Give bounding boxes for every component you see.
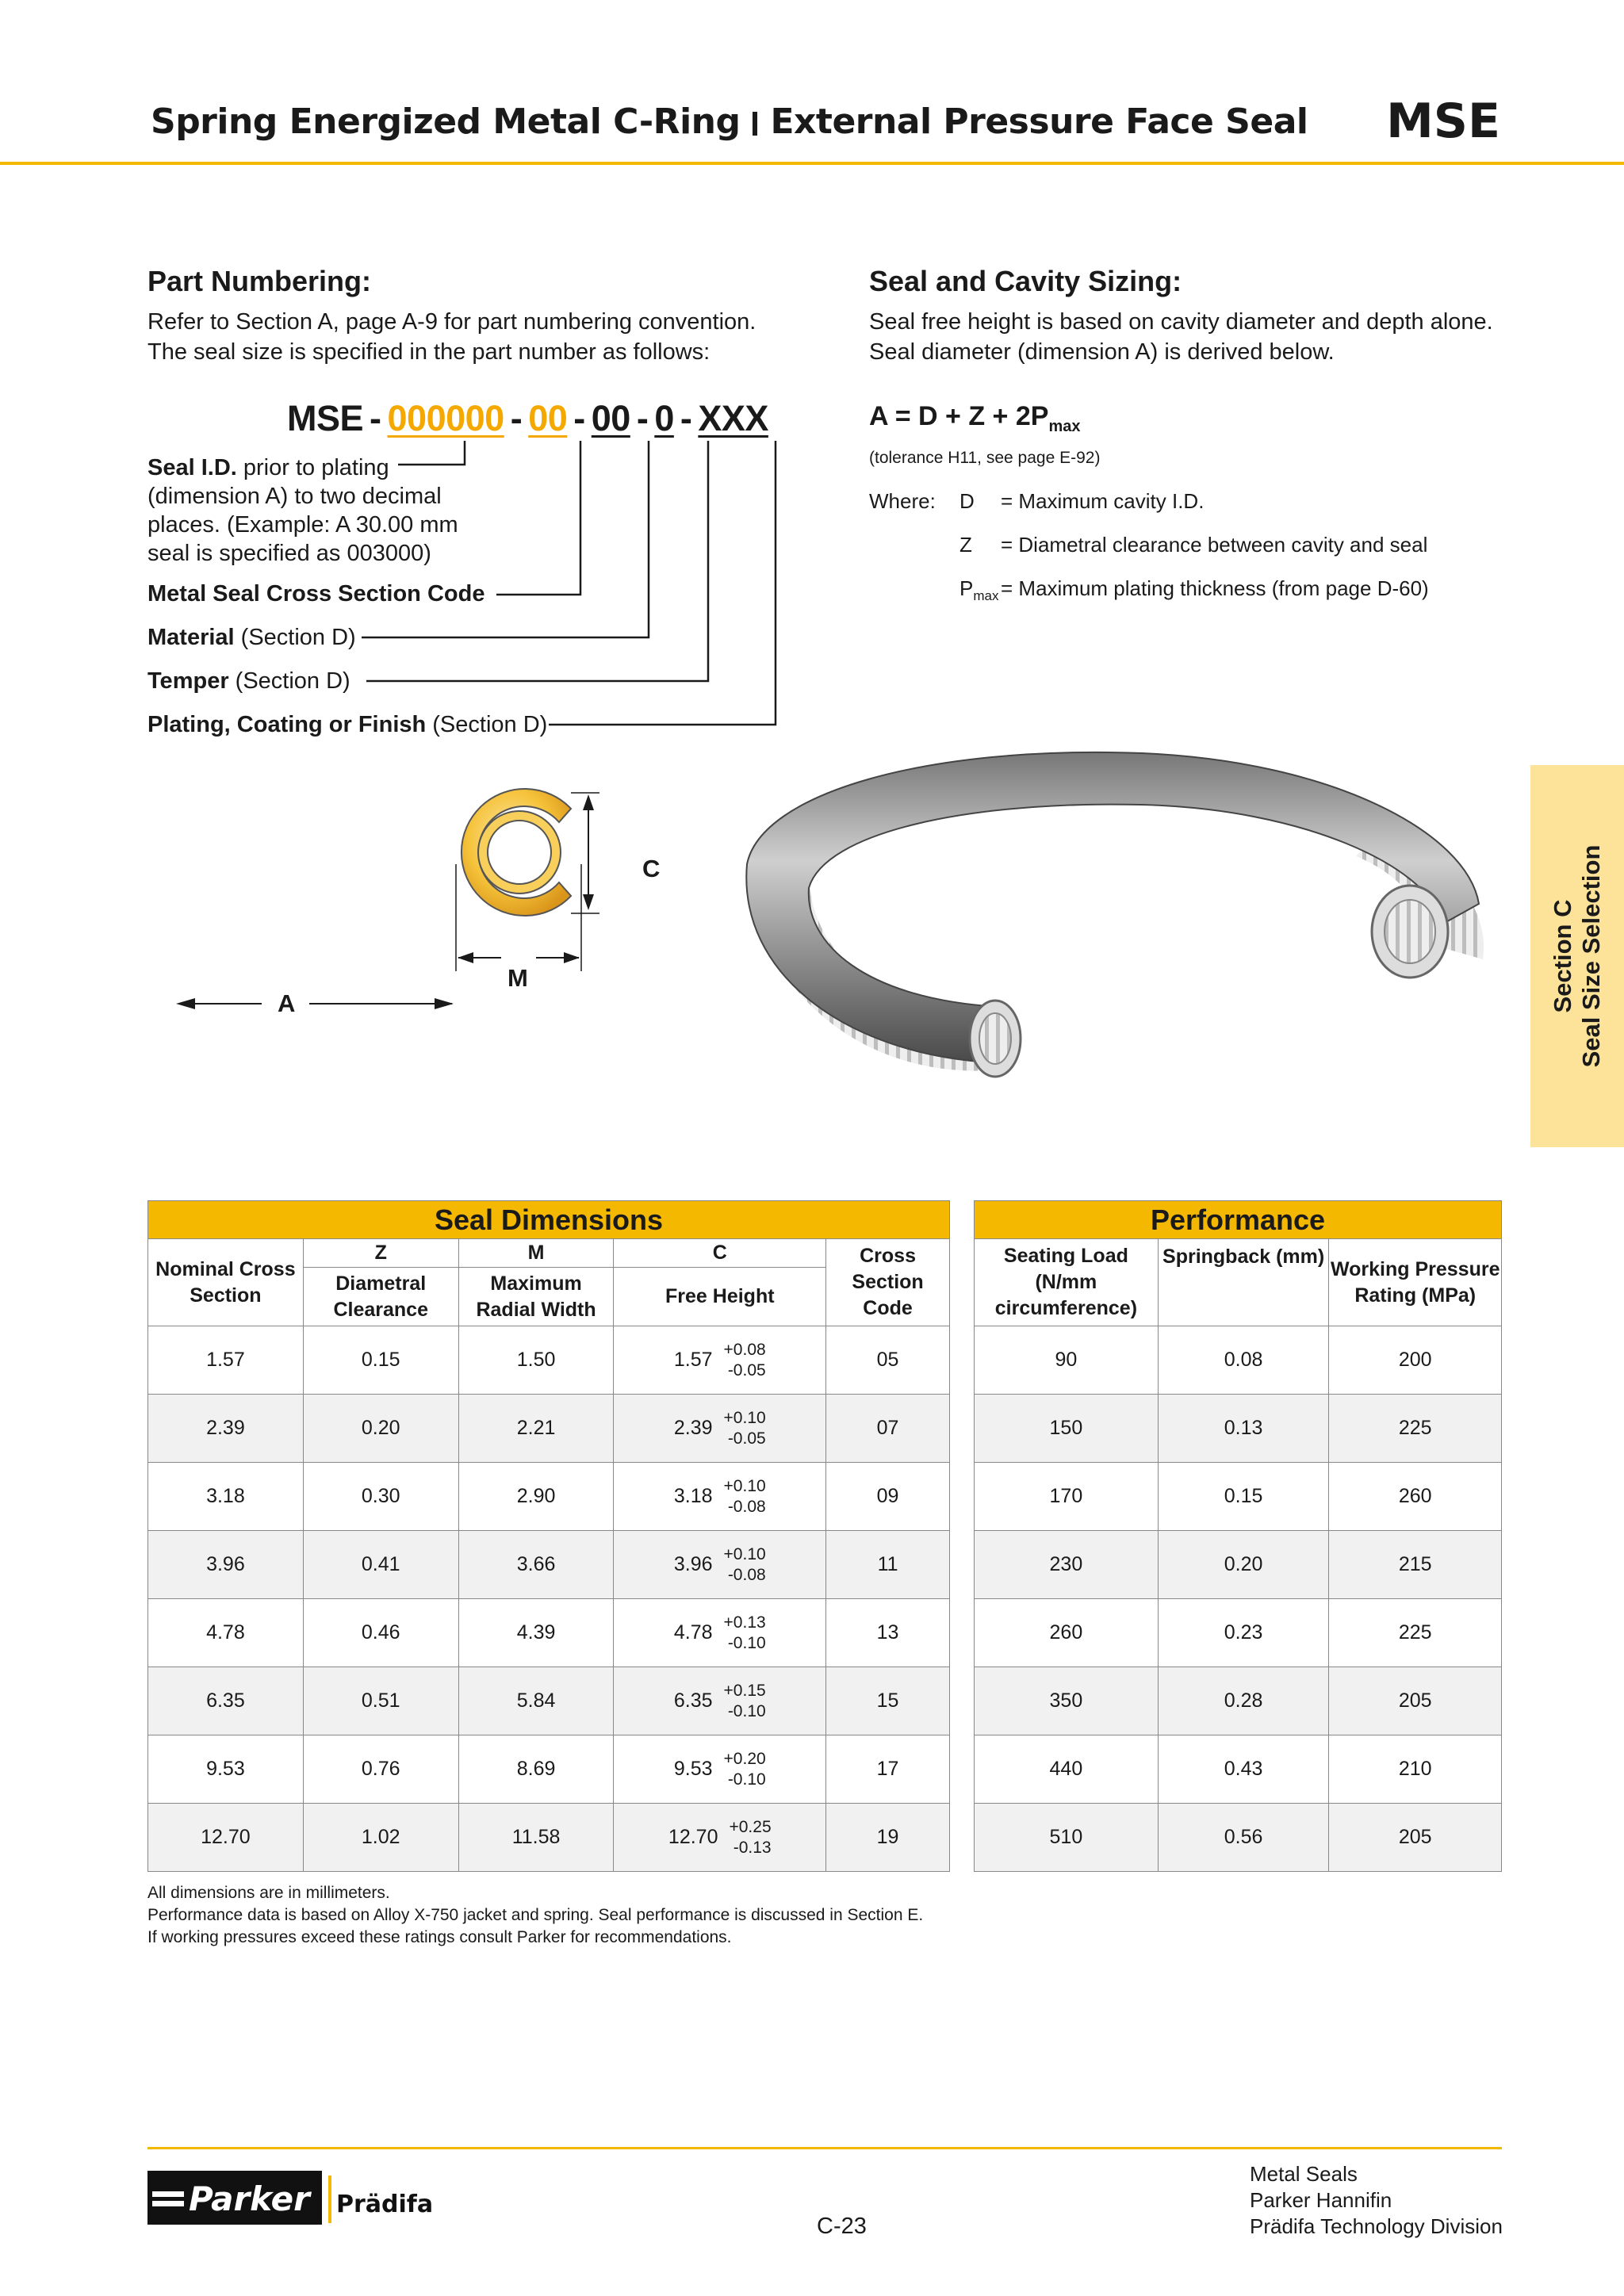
cell-code: 17 bbox=[826, 1735, 950, 1804]
pradifa-logo-text: Prädifa bbox=[336, 2191, 434, 2218]
cell-code: 15 bbox=[826, 1667, 950, 1735]
cell-springback: 0.08 bbox=[1158, 1326, 1329, 1395]
formula-sub: max bbox=[1048, 417, 1081, 435]
parker-logo-text: Parker bbox=[189, 2179, 310, 2218]
cell-working-pressure: 205 bbox=[1329, 1667, 1502, 1735]
seal-id-line2: (dimension A) to two decimal bbox=[147, 484, 442, 509]
logo-divider bbox=[328, 2175, 331, 2223]
tol-minus: -0.08 bbox=[727, 1565, 766, 1584]
pn-dash: - bbox=[370, 398, 381, 438]
performance-table bbox=[974, 1200, 1502, 1872]
cell-c-tolerance bbox=[729, 1817, 771, 1858]
cell-springback: 0.15 bbox=[1158, 1463, 1329, 1531]
cell-z: 1.02 bbox=[303, 1804, 458, 1872]
sizing-formula bbox=[869, 401, 1080, 436]
cell-m: 3.66 bbox=[458, 1531, 614, 1599]
cell-c bbox=[614, 1667, 826, 1735]
tol-plus: +0.20 bbox=[723, 1749, 766, 1768]
part-numbering-line1: Refer to Section A, page A-9 for part numbering convention. bbox=[147, 309, 756, 335]
cell-m: 11.58 bbox=[458, 1804, 614, 1872]
label-a: A bbox=[278, 989, 296, 1017]
cell-z: 0.51 bbox=[303, 1667, 458, 1735]
c-arrow-bottom bbox=[583, 894, 594, 910]
footer-division bbox=[1250, 2161, 1503, 2240]
cell-springback: 0.56 bbox=[1158, 1804, 1329, 1872]
p-sym: P bbox=[959, 576, 974, 600]
c-ring-spring-fill bbox=[483, 816, 556, 889]
table-row bbox=[975, 1531, 1502, 1599]
cell-c-value: 2.39 bbox=[673, 1417, 713, 1439]
section-tab-line1: Section C bbox=[1549, 899, 1576, 1013]
cell-c-value: 6.35 bbox=[673, 1689, 713, 1712]
cell-seating-load: 510 bbox=[975, 1804, 1159, 1872]
formula-main: A = D + Z + 2P bbox=[869, 401, 1049, 431]
sizing-heading: Seal and Cavity Sizing: bbox=[869, 265, 1182, 297]
part-numbering-line2: The seal size is specified in the part number as follows: bbox=[147, 339, 710, 365]
tol-minus: -0.10 bbox=[727, 1701, 766, 1720]
seal-id-line3: places. (Example: A 30.00 mm bbox=[147, 512, 458, 538]
m-arrow-right bbox=[564, 952, 580, 963]
pn-dash: - bbox=[636, 398, 649, 438]
leader-material bbox=[362, 441, 649, 637]
tol-plus: +0.10 bbox=[723, 1408, 766, 1427]
cell-c-tolerance bbox=[724, 1681, 766, 1722]
cell-c bbox=[614, 1599, 826, 1667]
part-numbering-heading: Part Numbering: bbox=[147, 265, 372, 297]
ring-jacket bbox=[746, 752, 1479, 1062]
leader-plating bbox=[549, 441, 776, 725]
cell-c bbox=[614, 1326, 826, 1395]
plating-rest: (Section D) bbox=[426, 712, 548, 737]
pn-cross-section: 00 bbox=[528, 398, 568, 438]
cell-c-tolerance bbox=[724, 1408, 766, 1449]
tol-minus: -0.08 bbox=[727, 1497, 766, 1516]
table-row bbox=[148, 1599, 950, 1667]
sizing-line2: Seal diameter (dimension A) is derived below. bbox=[869, 339, 1335, 365]
z-symbol: Z bbox=[959, 533, 972, 557]
cell-c-value: 1.57 bbox=[673, 1349, 713, 1371]
table-row bbox=[148, 1804, 950, 1872]
cell-c-tolerance bbox=[724, 1749, 766, 1790]
a-arrow-right bbox=[435, 998, 454, 1009]
p-sub: max bbox=[973, 588, 999, 604]
tol-minus: -0.05 bbox=[727, 1360, 766, 1380]
leader-cross-section bbox=[496, 441, 580, 595]
m-arrow-left bbox=[458, 952, 473, 963]
cell-z: 0.76 bbox=[303, 1735, 458, 1804]
temper-rest: (Section D) bbox=[228, 668, 350, 694]
pn-prefix: MSE bbox=[287, 398, 364, 438]
cell-working-pressure: 200 bbox=[1329, 1326, 1502, 1395]
cell-seating-load: 260 bbox=[975, 1599, 1159, 1667]
sizing-text bbox=[869, 307, 1493, 367]
cell-m: 2.90 bbox=[458, 1463, 614, 1531]
cell-code: 05 bbox=[826, 1326, 950, 1395]
cell-nominal: 1.57 bbox=[148, 1326, 304, 1395]
tol-plus: +0.10 bbox=[723, 1544, 766, 1563]
col-springback: Springback (mm) bbox=[1158, 1239, 1329, 1326]
cell-nominal: 9.53 bbox=[148, 1735, 304, 1804]
cell-m: 4.39 bbox=[458, 1599, 614, 1667]
cell-springback: 0.43 bbox=[1158, 1735, 1329, 1804]
cell-c bbox=[614, 1735, 826, 1804]
table-row bbox=[975, 1735, 1502, 1804]
cell-working-pressure: 225 bbox=[1329, 1599, 1502, 1667]
col-z: Z bbox=[303, 1239, 458, 1268]
cell-nominal: 3.96 bbox=[148, 1531, 304, 1599]
table-notes bbox=[147, 1882, 923, 1949]
p-definition: = Maximum plating thickness (from page D-60) bbox=[1001, 576, 1429, 600]
cell-nominal: 2.39 bbox=[148, 1395, 304, 1463]
cell-working-pressure: 215 bbox=[1329, 1531, 1502, 1599]
cell-z: 0.30 bbox=[303, 1463, 458, 1531]
footer-line2: Parker Hannifin bbox=[1250, 2188, 1392, 2212]
cell-code: 13 bbox=[826, 1599, 950, 1667]
seal-id-bold: Seal I.D. bbox=[147, 455, 237, 480]
col-code: Cross Section Code bbox=[826, 1239, 950, 1326]
label-m: M bbox=[508, 964, 528, 992]
cell-seating-load: 440 bbox=[975, 1735, 1159, 1804]
col-c-sub: Free Height bbox=[614, 1268, 826, 1326]
cell-nominal: 12.70 bbox=[148, 1804, 304, 1872]
cell-z: 0.41 bbox=[303, 1531, 458, 1599]
cell-m: 8.69 bbox=[458, 1735, 614, 1804]
col-m: M bbox=[458, 1239, 614, 1268]
temper-bold: Temper bbox=[147, 668, 229, 694]
cell-z: 0.20 bbox=[303, 1395, 458, 1463]
d-symbol: D bbox=[959, 489, 975, 513]
cell-c-value: 3.96 bbox=[673, 1553, 713, 1575]
seal-id-line4: seal is specified as 003000) bbox=[147, 541, 431, 566]
cross-section-bold: Metal Seal Cross Section Code bbox=[147, 581, 485, 607]
cell-c-tolerance bbox=[724, 1613, 766, 1654]
table-row bbox=[975, 1463, 1502, 1531]
pn-plating: XXX bbox=[698, 398, 768, 438]
ring-end-left-coil bbox=[979, 1013, 1011, 1064]
pn-dash: - bbox=[573, 398, 585, 438]
title-left: Spring Energized Metal C-Ring bbox=[151, 101, 741, 142]
parker-logo-stripe-1 bbox=[152, 2191, 184, 2197]
c-arrow-top bbox=[583, 794, 594, 810]
pn-temper: 0 bbox=[654, 398, 674, 438]
cell-nominal: 4.78 bbox=[148, 1599, 304, 1667]
table-row bbox=[148, 1735, 950, 1804]
pn-material: 00 bbox=[591, 398, 630, 438]
cell-z: 0.15 bbox=[303, 1326, 458, 1395]
col-working-pressure: Working Pressure Rating (MPa) bbox=[1329, 1239, 1502, 1326]
cross-section-diagram bbox=[159, 777, 698, 1031]
performance-title: Performance bbox=[975, 1201, 1502, 1239]
cell-working-pressure: 225 bbox=[1329, 1395, 1502, 1463]
where-label: Where: bbox=[869, 489, 936, 513]
note-1: All dimensions are in millimeters. bbox=[147, 1884, 390, 1902]
cell-code: 11 bbox=[826, 1531, 950, 1599]
cell-c-value: 12.70 bbox=[668, 1826, 718, 1848]
parker-logo-stripe-2 bbox=[152, 2201, 184, 2206]
tol-minus: -0.05 bbox=[727, 1429, 766, 1448]
cell-springback: 0.28 bbox=[1158, 1667, 1329, 1735]
note-3: If working pressures exceed these ratings consult Parker for recommendations. bbox=[147, 1928, 732, 1946]
note-2: Performance data is based on Alloy X-750 jacket and spring. Seal performance is discussed in Section E. bbox=[147, 1906, 924, 1924]
cell-c-tolerance bbox=[724, 1340, 766, 1381]
cell-springback: 0.13 bbox=[1158, 1395, 1329, 1463]
cell-seating-load: 350 bbox=[975, 1667, 1159, 1735]
pn-dash: - bbox=[510, 398, 523, 438]
page-number: C-23 bbox=[817, 2214, 867, 2239]
tol-plus: +0.13 bbox=[723, 1613, 766, 1632]
tol-minus: -0.10 bbox=[727, 1633, 766, 1652]
cell-working-pressure: 260 bbox=[1329, 1463, 1502, 1531]
cell-c-value: 9.53 bbox=[673, 1758, 713, 1780]
table-row bbox=[148, 1326, 950, 1395]
cell-c bbox=[614, 1804, 826, 1872]
cell-m: 2.21 bbox=[458, 1395, 614, 1463]
seal-dimensions-table bbox=[147, 1200, 950, 1872]
part-number-leader-lines bbox=[0, 0, 841, 745]
table-row bbox=[148, 1667, 950, 1735]
cell-working-pressure: 205 bbox=[1329, 1804, 1502, 1872]
section-tab bbox=[1530, 765, 1624, 1147]
plating-bold: Plating, Coating or Finish bbox=[147, 712, 427, 737]
cell-seating-load: 170 bbox=[975, 1463, 1159, 1531]
cell-c-tolerance bbox=[724, 1544, 766, 1586]
cell-seating-load: 230 bbox=[975, 1531, 1159, 1599]
col-seating-load: Seating Load (N/mm circumference) bbox=[975, 1239, 1159, 1326]
parker-pradifa-logo bbox=[147, 2164, 434, 2231]
footer-line1: Metal Seals bbox=[1250, 2162, 1358, 2186]
cell-z: 0.46 bbox=[303, 1599, 458, 1667]
cell-c-value: 3.18 bbox=[673, 1485, 713, 1507]
tol-plus: +0.08 bbox=[723, 1340, 766, 1359]
section-tab-text bbox=[1549, 845, 1606, 1068]
label-c: C bbox=[642, 855, 661, 882]
cell-springback: 0.23 bbox=[1158, 1599, 1329, 1667]
tol-plus: +0.15 bbox=[723, 1681, 766, 1700]
cell-c bbox=[614, 1395, 826, 1463]
footer-rule bbox=[147, 2147, 1502, 2149]
cell-working-pressure: 210 bbox=[1329, 1735, 1502, 1804]
material-bold: Material bbox=[147, 625, 235, 650]
cell-c bbox=[614, 1531, 826, 1599]
cell-code: 09 bbox=[826, 1463, 950, 1531]
table-row bbox=[148, 1395, 950, 1463]
seal-ring-illustration bbox=[730, 745, 1507, 1094]
cell-nominal: 6.35 bbox=[148, 1667, 304, 1735]
cell-seating-load: 150 bbox=[975, 1395, 1159, 1463]
seal-id-rest: prior to plating bbox=[236, 455, 389, 480]
title-right: External Pressure Face Seal bbox=[770, 101, 1308, 142]
sizing-line1: Seal free height is based on cavity diameter and depth alone. bbox=[869, 309, 1493, 335]
col-c: C bbox=[614, 1239, 826, 1268]
pn-dash: - bbox=[680, 398, 692, 438]
footer-line3: Prädifa Technology Division bbox=[1250, 2214, 1503, 2238]
tol-plus: +0.25 bbox=[729, 1817, 772, 1836]
col-m-sub: Maximum Radial Width bbox=[458, 1268, 614, 1326]
table-row bbox=[975, 1804, 1502, 1872]
tol-minus: -0.13 bbox=[733, 1838, 772, 1857]
cell-code: 19 bbox=[826, 1804, 950, 1872]
tol-minus: -0.10 bbox=[727, 1770, 766, 1789]
table-row bbox=[975, 1599, 1502, 1667]
cell-code: 07 bbox=[826, 1395, 950, 1463]
material-rest: (Section D) bbox=[234, 625, 356, 650]
leader-temper bbox=[366, 441, 708, 681]
p-symbol bbox=[959, 576, 998, 604]
pn-seal-id: 000000 bbox=[387, 398, 504, 438]
col-nominal: Nominal Cross Section bbox=[148, 1239, 304, 1326]
cell-c bbox=[614, 1463, 826, 1531]
col-z-sub: Diametral Clearance bbox=[303, 1268, 458, 1326]
cell-c-value: 4.78 bbox=[673, 1621, 713, 1644]
cell-c-tolerance bbox=[724, 1476, 766, 1517]
cell-m: 1.50 bbox=[458, 1326, 614, 1395]
seal-dimensions-title: Seal Dimensions bbox=[148, 1201, 950, 1239]
table-row bbox=[975, 1395, 1502, 1463]
leader-seal-id bbox=[398, 441, 465, 465]
table-row bbox=[148, 1531, 950, 1599]
table-row bbox=[975, 1667, 1502, 1735]
section-tab-line2: Seal Size Selection bbox=[1577, 844, 1605, 1068]
cell-m: 5.84 bbox=[458, 1667, 614, 1735]
tolerance-note: (tolerance H11, see page E-92) bbox=[869, 449, 1101, 467]
z-definition: = Diametral clearance between cavity and seal bbox=[1001, 533, 1428, 557]
cell-nominal: 3.18 bbox=[148, 1463, 304, 1531]
a-arrow-left bbox=[176, 998, 195, 1009]
cell-seating-load: 90 bbox=[975, 1326, 1159, 1395]
table-row bbox=[148, 1463, 950, 1531]
product-code: MSE bbox=[1386, 94, 1500, 149]
d-definition: = Maximum cavity I.D. bbox=[1001, 489, 1205, 513]
table-row bbox=[975, 1326, 1502, 1395]
tol-plus: +0.10 bbox=[723, 1476, 766, 1495]
ring-end-right-coil bbox=[1385, 900, 1435, 963]
cell-springback: 0.20 bbox=[1158, 1531, 1329, 1599]
